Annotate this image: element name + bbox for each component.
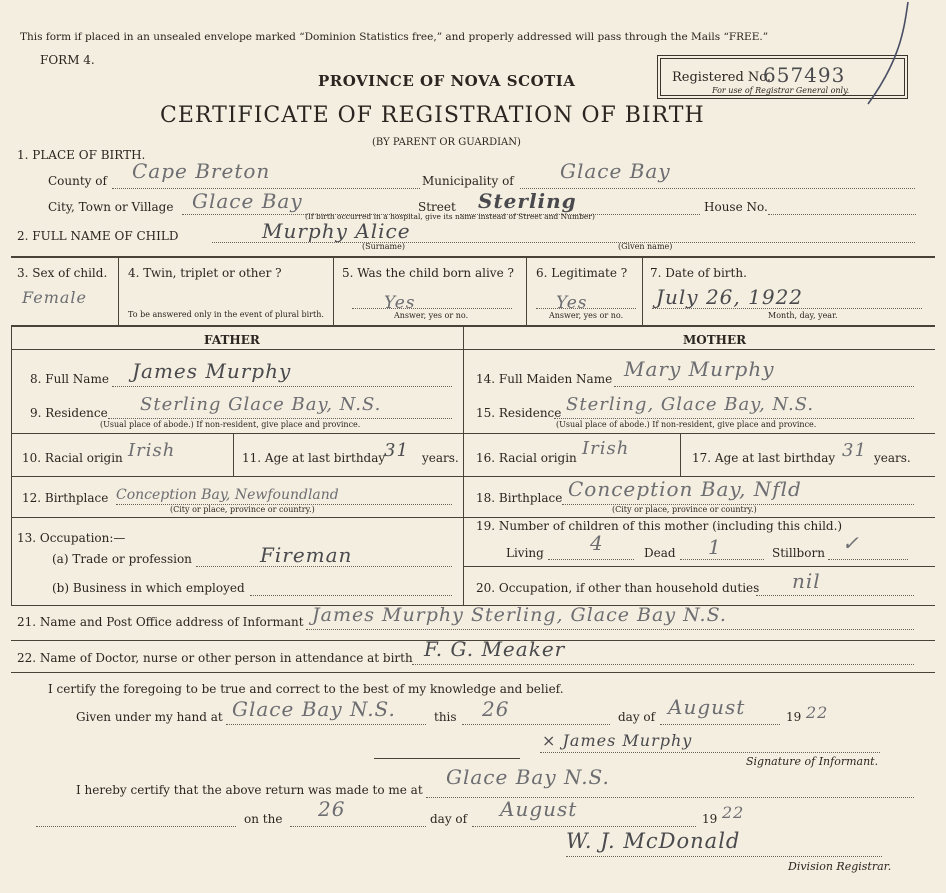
year-prefix: 19: [786, 710, 802, 724]
on-year-suffix: 22: [722, 803, 745, 822]
on-day-line: [290, 826, 426, 827]
informant-label: 21. Name and Post Office address of Informant: [17, 615, 304, 629]
rule-13: [11, 517, 935, 518]
pen-stroke-mark: [860, 0, 920, 110]
stillborn-label: Stillborn: [772, 546, 825, 560]
form-label: FORM 4.: [40, 53, 95, 67]
rule-16-split: [680, 433, 681, 476]
day-value: 26: [482, 697, 510, 721]
on-day-value: 26: [318, 797, 346, 821]
house-line: [768, 214, 916, 215]
alive-value: Yes: [384, 293, 416, 313]
father-birthplace-note: (City or place, province or country.): [170, 505, 315, 514]
mother-age-label: 17. Age at last birthday: [692, 451, 836, 465]
rule-short: [374, 758, 520, 759]
month-value: August: [668, 695, 746, 719]
year-suffix: 22: [806, 703, 829, 722]
mother-racial-label: 16. Racial origin: [476, 451, 577, 465]
mother-occupation-line: [756, 595, 914, 596]
municipality-label: Municipality of: [422, 174, 514, 188]
day-of-label: day of: [618, 710, 656, 724]
rule-left: [11, 325, 12, 605]
given-label: Given under my hand at: [76, 710, 223, 724]
rule-heading: [11, 349, 935, 350]
on-month-line: [472, 826, 696, 827]
father-birthplace-value: Conception Bay, Newfoundland: [116, 487, 339, 503]
father-residence-value: Sterling Glace Bay, N.S.: [140, 394, 382, 415]
dob-line: [652, 308, 922, 309]
dead-label: Dead: [644, 546, 676, 560]
informant-line: [306, 629, 914, 630]
on-day-of-label: day of: [430, 812, 468, 826]
mother-name-line: [614, 386, 914, 387]
given-place-line: [226, 724, 426, 725]
county-label: County of: [48, 174, 107, 188]
street-label: Street: [418, 200, 456, 214]
page-title: CERTIFICATE OF REGISTRATION OF BIRTH: [160, 103, 705, 128]
rule-center: [463, 325, 464, 605]
dob-note: Month, day, year.: [768, 311, 838, 320]
on-lead-line: [36, 826, 236, 827]
registrar-note: For use of Registrar General only.: [712, 86, 850, 95]
occupation-heading: 13. Occupation:—: [17, 531, 126, 545]
surname-caption: (Surname): [362, 242, 405, 251]
registrar-signature: W. J. McDonald: [566, 829, 741, 853]
children-label: 19. Number of children of this mother (including this child.): [476, 519, 843, 533]
rule-row3-bottom: [11, 325, 935, 327]
rule-20: [463, 566, 935, 567]
dob-value: July 26, 1922: [656, 285, 804, 309]
legit-line: [536, 308, 636, 309]
mother-heading: MOTHER: [683, 333, 747, 347]
attendant-value: F. G. Meaker: [424, 637, 566, 661]
rule-10: [11, 433, 935, 434]
day-line: [462, 724, 610, 725]
father-name-value: James Murphy: [132, 359, 292, 383]
living-line: [548, 559, 634, 560]
signature-caption: Signature of Informant.: [746, 755, 879, 768]
dead-line: [680, 559, 764, 560]
legit-value: Yes: [556, 293, 588, 313]
dob-label: 7. Date of birth.: [650, 266, 747, 280]
father-racial-label: 10. Racial origin: [22, 451, 123, 465]
rule-v2: [333, 256, 334, 325]
city-value: Glace Bay: [192, 189, 303, 213]
street-value: Sterling: [478, 189, 577, 213]
dead-value: 1: [708, 535, 722, 559]
informant-signature: × James Murphy: [542, 731, 693, 750]
subtitle: (BY PARENT OR GUARDIAN): [372, 137, 521, 148]
registrar-line: [566, 856, 882, 857]
mother-birthplace-note: (City or place, province or country.): [612, 505, 757, 514]
legit-label: 6. Legitimate ?: [536, 266, 628, 280]
mother-residence-note: (Usual place of abode.) If non-resident, give place and province.: [556, 420, 817, 429]
rule-cert: [11, 672, 935, 673]
sex-label: 3. Sex of child.: [17, 266, 108, 280]
child-name-label: 2. FULL NAME OF CHILD: [17, 229, 179, 243]
sex-value: Female: [22, 288, 87, 307]
business-label: (b) Business in which employed: [52, 581, 245, 595]
mother-residence-line: [554, 418, 914, 419]
father-birthplace-label: 12. Birthplace: [22, 491, 109, 505]
this-label: this: [434, 710, 457, 724]
father-age-value: 31: [384, 440, 409, 461]
made-place-value: Glace Bay N.S.: [446, 765, 610, 789]
hereby-text: I hereby certify that the above return was made to me at: [76, 783, 423, 797]
stillborn-line: [828, 559, 908, 560]
father-age-label: 11. Age at last birthday: [242, 451, 386, 465]
father-heading: FATHER: [204, 333, 260, 347]
mother-residence-value: Sterling, Glace Bay, N.S.: [566, 394, 815, 415]
living-value: 4: [590, 531, 604, 555]
father-name-line: [112, 386, 452, 387]
county-value: Cape Breton: [132, 159, 271, 183]
given-caption: (Given name): [618, 242, 673, 251]
given-place-value: Glace Bay N.S.: [232, 697, 396, 721]
rule-row3-top: [11, 256, 935, 258]
twin-note: To be answered only in the event of plural birth.: [128, 310, 324, 319]
attendant-label: 22. Name of Doctor, nurse or other person in attendance at birth: [17, 651, 413, 665]
stillborn-value: ✓: [842, 531, 860, 555]
mother-birthplace-value: Conception Bay, Nfld: [568, 477, 802, 501]
child-name-value: Murphy Alice: [262, 219, 411, 243]
rule-10-split: [233, 433, 234, 476]
rule-v3: [526, 256, 527, 325]
alive-line: [352, 308, 512, 309]
trade-value: Fireman: [260, 543, 353, 567]
father-residence-line: [108, 418, 452, 419]
municipality-value: Glace Bay: [560, 159, 671, 183]
signature-line: [540, 752, 880, 753]
twin-label: 4. Twin, triplet or other ?: [128, 266, 282, 280]
father-years: years.: [422, 451, 459, 465]
city-label: City, Town or Village: [48, 200, 174, 214]
mother-name-label: 14. Full Maiden Name: [476, 372, 613, 386]
informant-value: James Murphy Sterling, Glace Bay N.S.: [312, 604, 727, 626]
business-line: [250, 595, 452, 596]
father-residence-note: (Usual place of abode.) If non-resident, give place and province.: [100, 420, 361, 429]
father-name-label: 8. Full Name: [30, 372, 109, 386]
mother-age-value: 31: [842, 440, 867, 461]
mother-years: years.: [874, 451, 911, 465]
living-label: Living: [506, 546, 544, 560]
father-racial-value: Irish: [128, 440, 176, 461]
place-of-birth-heading: 1. PLACE OF BIRTH.: [17, 148, 146, 162]
rule-v4: [642, 256, 643, 325]
hospital-note: (If birth occurred in a hospital, give its name instead of Street and Number): [305, 212, 595, 221]
registered-label: Registered No.: [672, 70, 772, 85]
father-residence-label: 9. Residence: [30, 406, 108, 420]
mother-birthplace-label: 18. Birthplace: [476, 491, 563, 505]
on-label: on the: [244, 812, 283, 826]
registrar-caption: Division Registrar.: [788, 860, 892, 873]
mailing-note: This form if placed in an unsealed envelope marked “Dominion Statistics free,” and properly addressed will pass through the Mails “FREE.”: [20, 31, 769, 43]
alive-label: 5. Was the child born alive ?: [342, 266, 514, 280]
mother-residence-label: 15. Residence: [476, 406, 562, 420]
mother-occupation-value: nil: [792, 569, 821, 593]
house-label: House No.: [704, 200, 768, 214]
registered-number: 657493: [763, 63, 846, 87]
mother-name-value: Mary Murphy: [624, 357, 775, 381]
trade-label: (a) Trade or profession: [52, 552, 192, 566]
province-heading: PROVINCE OF NOVA SCOTIA: [318, 72, 576, 90]
month-line: [660, 724, 780, 725]
mother-occupation-label: 20. Occupation, if other than household duties: [476, 581, 760, 595]
mother-racial-value: Irish: [582, 438, 630, 459]
on-year-prefix: 19: [702, 812, 718, 826]
legit-note: Answer, yes or no.: [549, 311, 624, 320]
attendant-line: [412, 664, 914, 665]
alive-note: Answer, yes or no.: [394, 311, 469, 320]
municipality-line: [520, 188, 915, 189]
rule-v1: [118, 256, 119, 325]
on-month-value: August: [500, 797, 578, 821]
certify-text: I certify the foregoing to be true and correct to the best of my knowledge and belief.: [48, 682, 564, 696]
